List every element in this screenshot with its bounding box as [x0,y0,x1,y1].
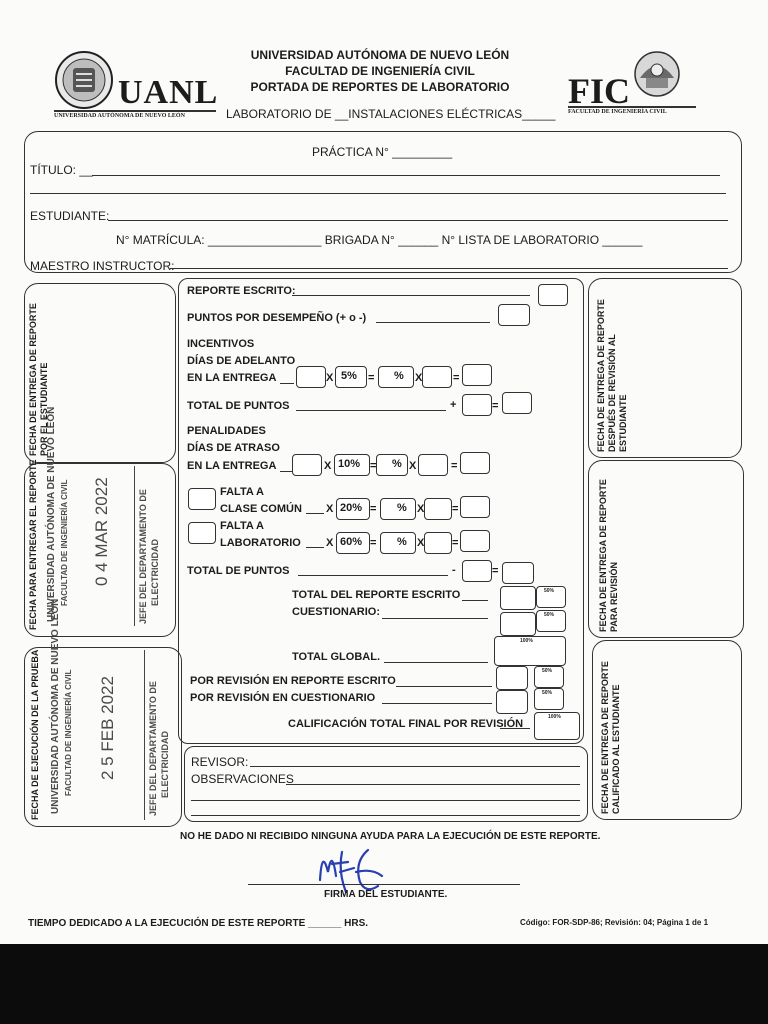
adelanto-x-1: X [326,372,334,384]
ejecucion-date-label: FECHA DE EJECUCIÓN DE LA PRUEBA [30,649,40,820]
fic-logo-text: FIC [568,71,630,111]
clase-eq-2: = [452,503,459,515]
stamp-1-rule [134,466,135,626]
reporte-escrito-label: REPORTE ESCRITO: [187,285,296,297]
cuestionario-box[interactable] [500,612,536,636]
reporte-escrito-box[interactable] [538,284,568,306]
adelanto-eq-1: = [368,372,375,384]
stamp-1-date: 0 4 MAR 2022 [92,477,111,586]
para-revision-label [598,479,620,632]
calificado-label [600,661,622,814]
revisor-line[interactable] [250,766,580,767]
penalidades-label: PENALIDADES [187,425,266,437]
atraso-eq-1: = [370,460,377,472]
calificacion-final-weight: 100% [548,714,561,720]
total-puntos-eq-2: = [492,565,499,577]
laboratorio-line[interactable] [306,547,324,548]
stamp-2-date: 2 5 FEB 2022 [98,676,117,780]
clase-x-2: X [417,503,425,515]
despues-revision-label [596,280,629,452]
total-puntos-box-2b[interactable] [502,562,534,584]
clase-eq-1: = [370,503,377,515]
laboratorio-label: LABORATORIO [220,537,301,549]
lab-eq-1: = [370,537,377,549]
dias-adelanto-label: DÍAS DE ADELANTO [187,355,296,367]
observaciones-line-3[interactable] [191,815,580,816]
clase-comun-label: CLASE COMÚN [220,503,302,515]
atraso-days-box[interactable] [292,454,322,476]
adelanto-days-line[interactable] [280,383,294,384]
fic-seal-icon [632,48,682,102]
observaciones-label: OBSERVACIONES [191,772,294,786]
adelanto-x-2: X [415,372,423,384]
lab-factor-box[interactable] [424,532,452,554]
clase-x-1: X [326,503,334,515]
total-reporte-line[interactable] [462,600,488,601]
stamp-1-university: UNIVERSIDAD AUTÓNOMA DE NUEVO LEÓN [46,406,57,622]
revision-cuestionario-weight: 50% [542,690,553,696]
lab-eq-2: = [452,537,459,549]
total-global-label: TOTAL GLOBAL. [292,651,380,663]
cuestionario-label: CUESTIONARIO: [292,606,380,618]
adelanto-factor-box[interactable] [422,366,452,388]
lab-name: LABORATORIO DE __INSTALACIONES ELÉCTRICAS_____ [226,107,556,121]
stamp-2-university: UNIVERSIDAD AUTÓNOMA DE NUEVO LEÓN [50,598,61,814]
lab-pct-sign: % [397,536,407,548]
entrega-date-label-text: FECHA DE ENTREGA DE REPORTE POR EL ESTUDIANTE [28,303,49,456]
para-revision-label-text: FECHA DE ENTREGA DE REPORTE PARA REVISIÓN [598,479,619,632]
lab-result-box[interactable] [460,530,490,552]
atraso-pct-sign: % [392,458,402,470]
dias-atraso-label: DÍAS DE ATRASO [187,442,280,454]
cuestionario-line[interactable] [382,618,488,619]
falta-clase-checkbox[interactable] [188,488,216,510]
stamp-1-dept2: ELECTRICIDAD [150,539,160,606]
estudiante-line[interactable] [108,220,728,221]
total-global-weight: 100% [520,638,533,644]
codigo-text: Código: FOR-SDP-86; Revisión: 04; Página 1 de 1 [520,918,709,927]
uanl-logo-text: UANL [118,74,219,111]
total-reporte-weight: 50% [544,588,555,594]
falta-a-label-1: FALTA A [220,486,264,498]
tiempo-text: TIEMPO DEDICADO A LA EJECUCIÓN DE ESTE REPORTE ______ HRS. [28,918,369,929]
cuestionario-weight: 50% [544,612,555,618]
adelanto-pct: 5% [341,370,357,382]
total-puntos-box-1b[interactable] [502,392,532,414]
en-la-entrega-label-1: EN LA ENTREGA [187,372,277,384]
stamp-2-rule [144,650,145,820]
maestro-label: MAESTRO INSTRUCTOR: [30,259,175,273]
revision-cuestionario-label: POR REVISIÓN EN CUESTIONARIO [190,692,376,704]
scan-border [0,944,768,1024]
total-puntos-line-2[interactable] [298,575,448,576]
signature-line[interactable] [248,884,520,885]
total-puntos-eq-1: = [492,400,499,412]
adelanto-eq-2: = [453,372,460,384]
declaration-text: NO HE DADO NI RECIBIDO NINGUNA AYUDA PARA LA EJECUCIÓN DE ESTE REPORTE. [180,831,601,842]
total-reporte-box[interactable] [500,586,536,610]
uanl-caption: UNIVERSIDAD AUTÓNOMA DE NUEVO LEÓN [54,113,185,119]
observaciones-line-1[interactable] [286,784,580,785]
total-puntos-label-2: TOTAL DE PUNTOS [187,565,290,577]
university-name: UNIVERSIDAD AUTÓNOMA DE NUEVO LEÓN [250,48,510,62]
clase-pct-sign: % [397,502,407,514]
adelanto-days-box[interactable] [296,366,326,388]
form-title: PORTADA DE REPORTES DE LABORATORIO [250,80,510,94]
stamp-2-dept2: ELECTRICIDAD [160,731,170,798]
puntos-desempeno-label: PUNTOS POR DESEMPEÑO (+ o -) [187,312,367,324]
total-puntos-plus: + [450,399,457,411]
calificado-label-text: FECHA DE ENTREGA DE REPORTE CALIFICADO AL ESTUDIANTE [600,661,621,814]
calificacion-final-line[interactable] [500,728,530,729]
clase-result-box[interactable] [460,496,490,518]
revisor-label: REVISOR: [191,755,249,769]
atraso-result-box[interactable] [460,452,490,474]
observaciones-line-2[interactable] [191,800,580,801]
atraso-eq-2: = [451,460,458,472]
clase-pct: 20% [340,502,363,514]
matricula-row: N° MATRÍCULA: _________________ BRIGADA N° ______ N° LISTA DE LABORATORIO ______ [116,233,643,247]
revision-reporte-label: POR REVISIÓN EN REPORTE ESCRITO [190,675,396,687]
lab-x-1: X [326,537,334,549]
atraso-factor-box[interactable] [418,454,448,476]
titulo-line-2[interactable] [30,193,726,194]
firma-label: FIRMA DEL ESTUDIANTE. [324,889,448,900]
uanl-logo-rule [54,110,216,112]
titulo-line[interactable] [92,175,720,176]
total-global-line[interactable] [384,662,488,663]
en-la-entrega-label-2: EN LA ENTREGA [187,460,277,472]
total-puntos-box-2a[interactable] [462,560,492,582]
despues-revision-label-text: FECHA DE ENTREGA DE REPORTE DESPUÉS DE REVISIÓN AL ESTUDIANTE [596,299,628,452]
atraso-pct: 10% [338,458,361,470]
atraso-days-line[interactable] [280,471,292,472]
stamp-2-faculty: FACULTAD DE INGENIERÍA CIVIL [64,669,73,796]
puntos-desempeno-line[interactable] [376,322,490,323]
atraso-x-1: X [324,460,332,472]
total-reporte-label: TOTAL DEL REPORTE ESCRITO [292,589,461,601]
clase-comun-line[interactable] [306,513,324,514]
total-puntos-box-1a[interactable] [462,394,492,416]
adelanto-pct-sign: % [394,370,404,382]
para-entregar-label: FECHA PARA ENTREGAR EL REPORTE [28,459,38,630]
estudiante-label: ESTUDIANTE: [30,209,110,223]
atraso-x-2: X [409,460,417,472]
stamp-1-faculty: FACULTAD DE INGENIERÍA CIVIL [60,479,69,606]
incentivos-label: INCENTIVOS [187,338,255,350]
clase-factor-box[interactable] [424,498,452,520]
total-puntos-minus: - [452,564,456,576]
stamp-2-dept: JEFE DEL DEPARTAMENTO DE [148,681,158,816]
fic-caption: FACULTAD DE INGENIERÍA CIVIL [568,109,667,115]
uanl-seal-icon [54,50,114,110]
lab-pct: 60% [340,536,363,548]
adelanto-result-box[interactable] [462,364,492,386]
revision-cuestionario-line[interactable] [382,703,492,704]
total-puntos-line-1[interactable] [296,410,446,411]
puntos-desempeno-box[interactable] [498,304,530,326]
revision-reporte-line[interactable] [396,686,492,687]
stamp-1-dept: JEFE DEL DEPARTAMENTO DE [138,489,148,624]
revision-reporte-weight: 50% [542,668,553,674]
calificacion-final-label: CALIFICACIÓN TOTAL FINAL POR REVISIÓN [288,718,524,730]
total-puntos-label-1: TOTAL DE PUNTOS [187,400,290,412]
maestro-line[interactable] [170,268,728,269]
reporte-escrito-line[interactable] [292,295,530,296]
lab-x-2: X [417,537,425,549]
revision-reporte-box[interactable] [496,666,528,690]
faculty-name: FACULTAD DE INGENIERÍA CIVIL [285,64,475,78]
titulo-label: TÍTULO: __ [30,163,93,177]
falta-a-label-2: FALTA A [220,520,264,532]
fic-logo-rule [568,106,696,108]
stamp-2 [44,598,174,820]
falta-lab-checkbox[interactable] [188,522,216,544]
revision-cuestionario-box[interactable] [496,690,528,714]
practica-label: PRÁCTICA N° _________ [312,145,453,159]
